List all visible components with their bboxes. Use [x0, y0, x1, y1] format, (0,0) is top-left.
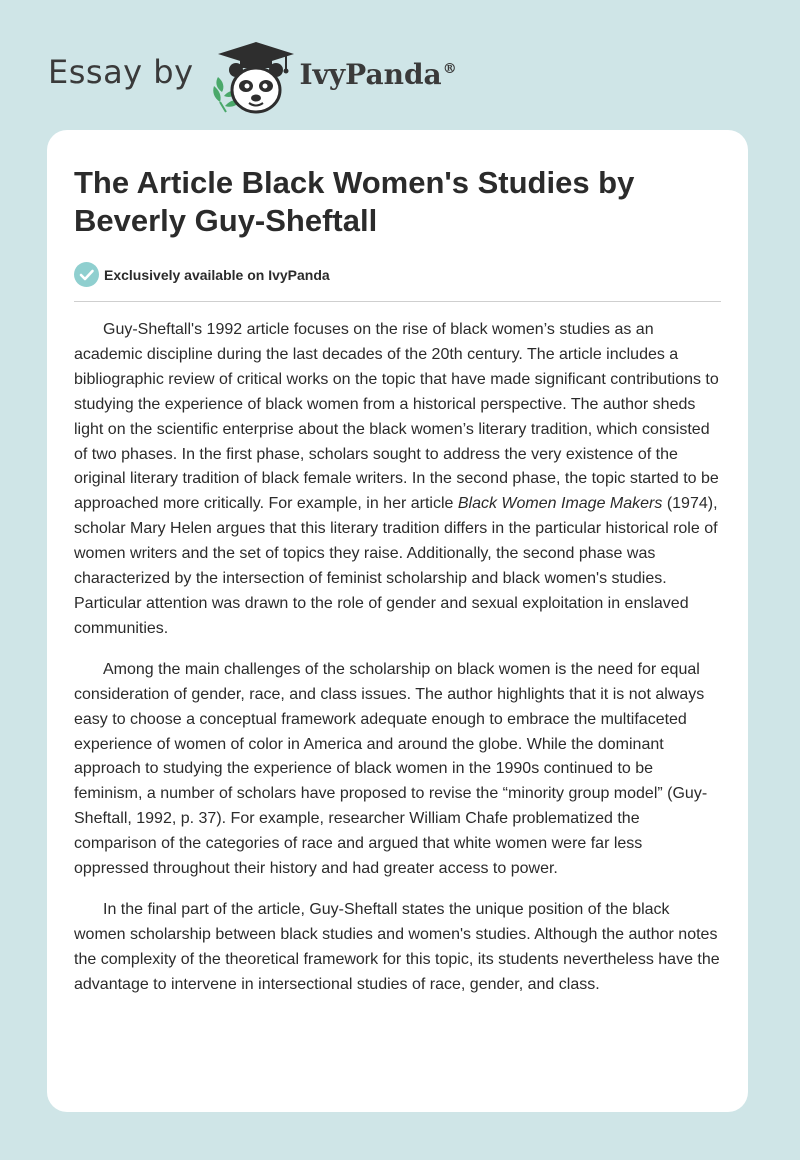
essay-card [47, 130, 748, 1112]
book-title-italic: Black Women Image Makers [457, 495, 663, 513]
paragraph-2: Among the main challenges of the scholarship on black women is the need for equal consideration of gender, race, and class issues. The author highlights that it is not always easy to choose a conceptual framework adequate enough to embrace the multifaceted experience of women of color in America and around the globe. While the dominant approach to studying the experience of black women in the 1990s continued to be feminism, a number of scholars have proposed to revise the “minority group model” (Guy-Sheftall, 1992, p. 37). For example, researcher William Chafe problematized the comparison of the categories of race and argued that white women were far less oppressed throughout their history and had greater access to power. [74, 660, 708, 878]
essay-by-label: Essay by [48, 53, 194, 91]
panda-head-icon [229, 63, 283, 112]
paragraph-1-after: (1974), scholar Mary Helen argues that this literary tradition differs in the particular historical role of women writers and the set of topics they raise. Additionally, the second phase was characterized by the intersection of feminist scholarship and black women's studies. Particular attention was drawn to the role of gender and sexual exploitation in enslaved communities. [74, 495, 718, 637]
exclusive-badge [74, 262, 721, 302]
paragraph-1 [74, 318, 721, 642]
panda-logo-icon [206, 36, 298, 116]
essay-body [74, 318, 721, 998]
registered-mark: ® [442, 61, 457, 78]
exclusive-badge-label: Exclusively available on IvyPanda [104, 266, 330, 283]
brand-name-text: IvyPanda [299, 57, 442, 91]
paragraph-1-before: Guy-Sheftall's 1992 article focuses on the rise of black women’s studies as an academic discipline during the last decades of the 20th century. The article includes a bibliographic review of critical works on the topic that have made significant contributions to studying the experience of black women from a historical perspective. The author sheds light on the scientific enterprise about the black women’s literary tradition, which consisted of two phases. In the first phase, scholars sought to address the very existence of the original literary tradition of black female writers. In the second phase, the topic started to be approached more critically. For example, in her article [74, 321, 719, 513]
brand-header [48, 36, 457, 116]
paragraph-3: In the final part of the article, Guy-Sheftall states the unique position of the black women scholarship between black studies and women's studies. Although the author notes the complexity of the theoretical framework for this topic, its students nevertheless have the advantage to intervene in intersectional studies of race, gender, and class. [74, 900, 720, 993]
check-circle-icon [74, 262, 99, 287]
essay-title: The Article Black Women's Studies by Beverly Guy-Sheftall [74, 165, 635, 238]
brand-name [300, 58, 457, 91]
